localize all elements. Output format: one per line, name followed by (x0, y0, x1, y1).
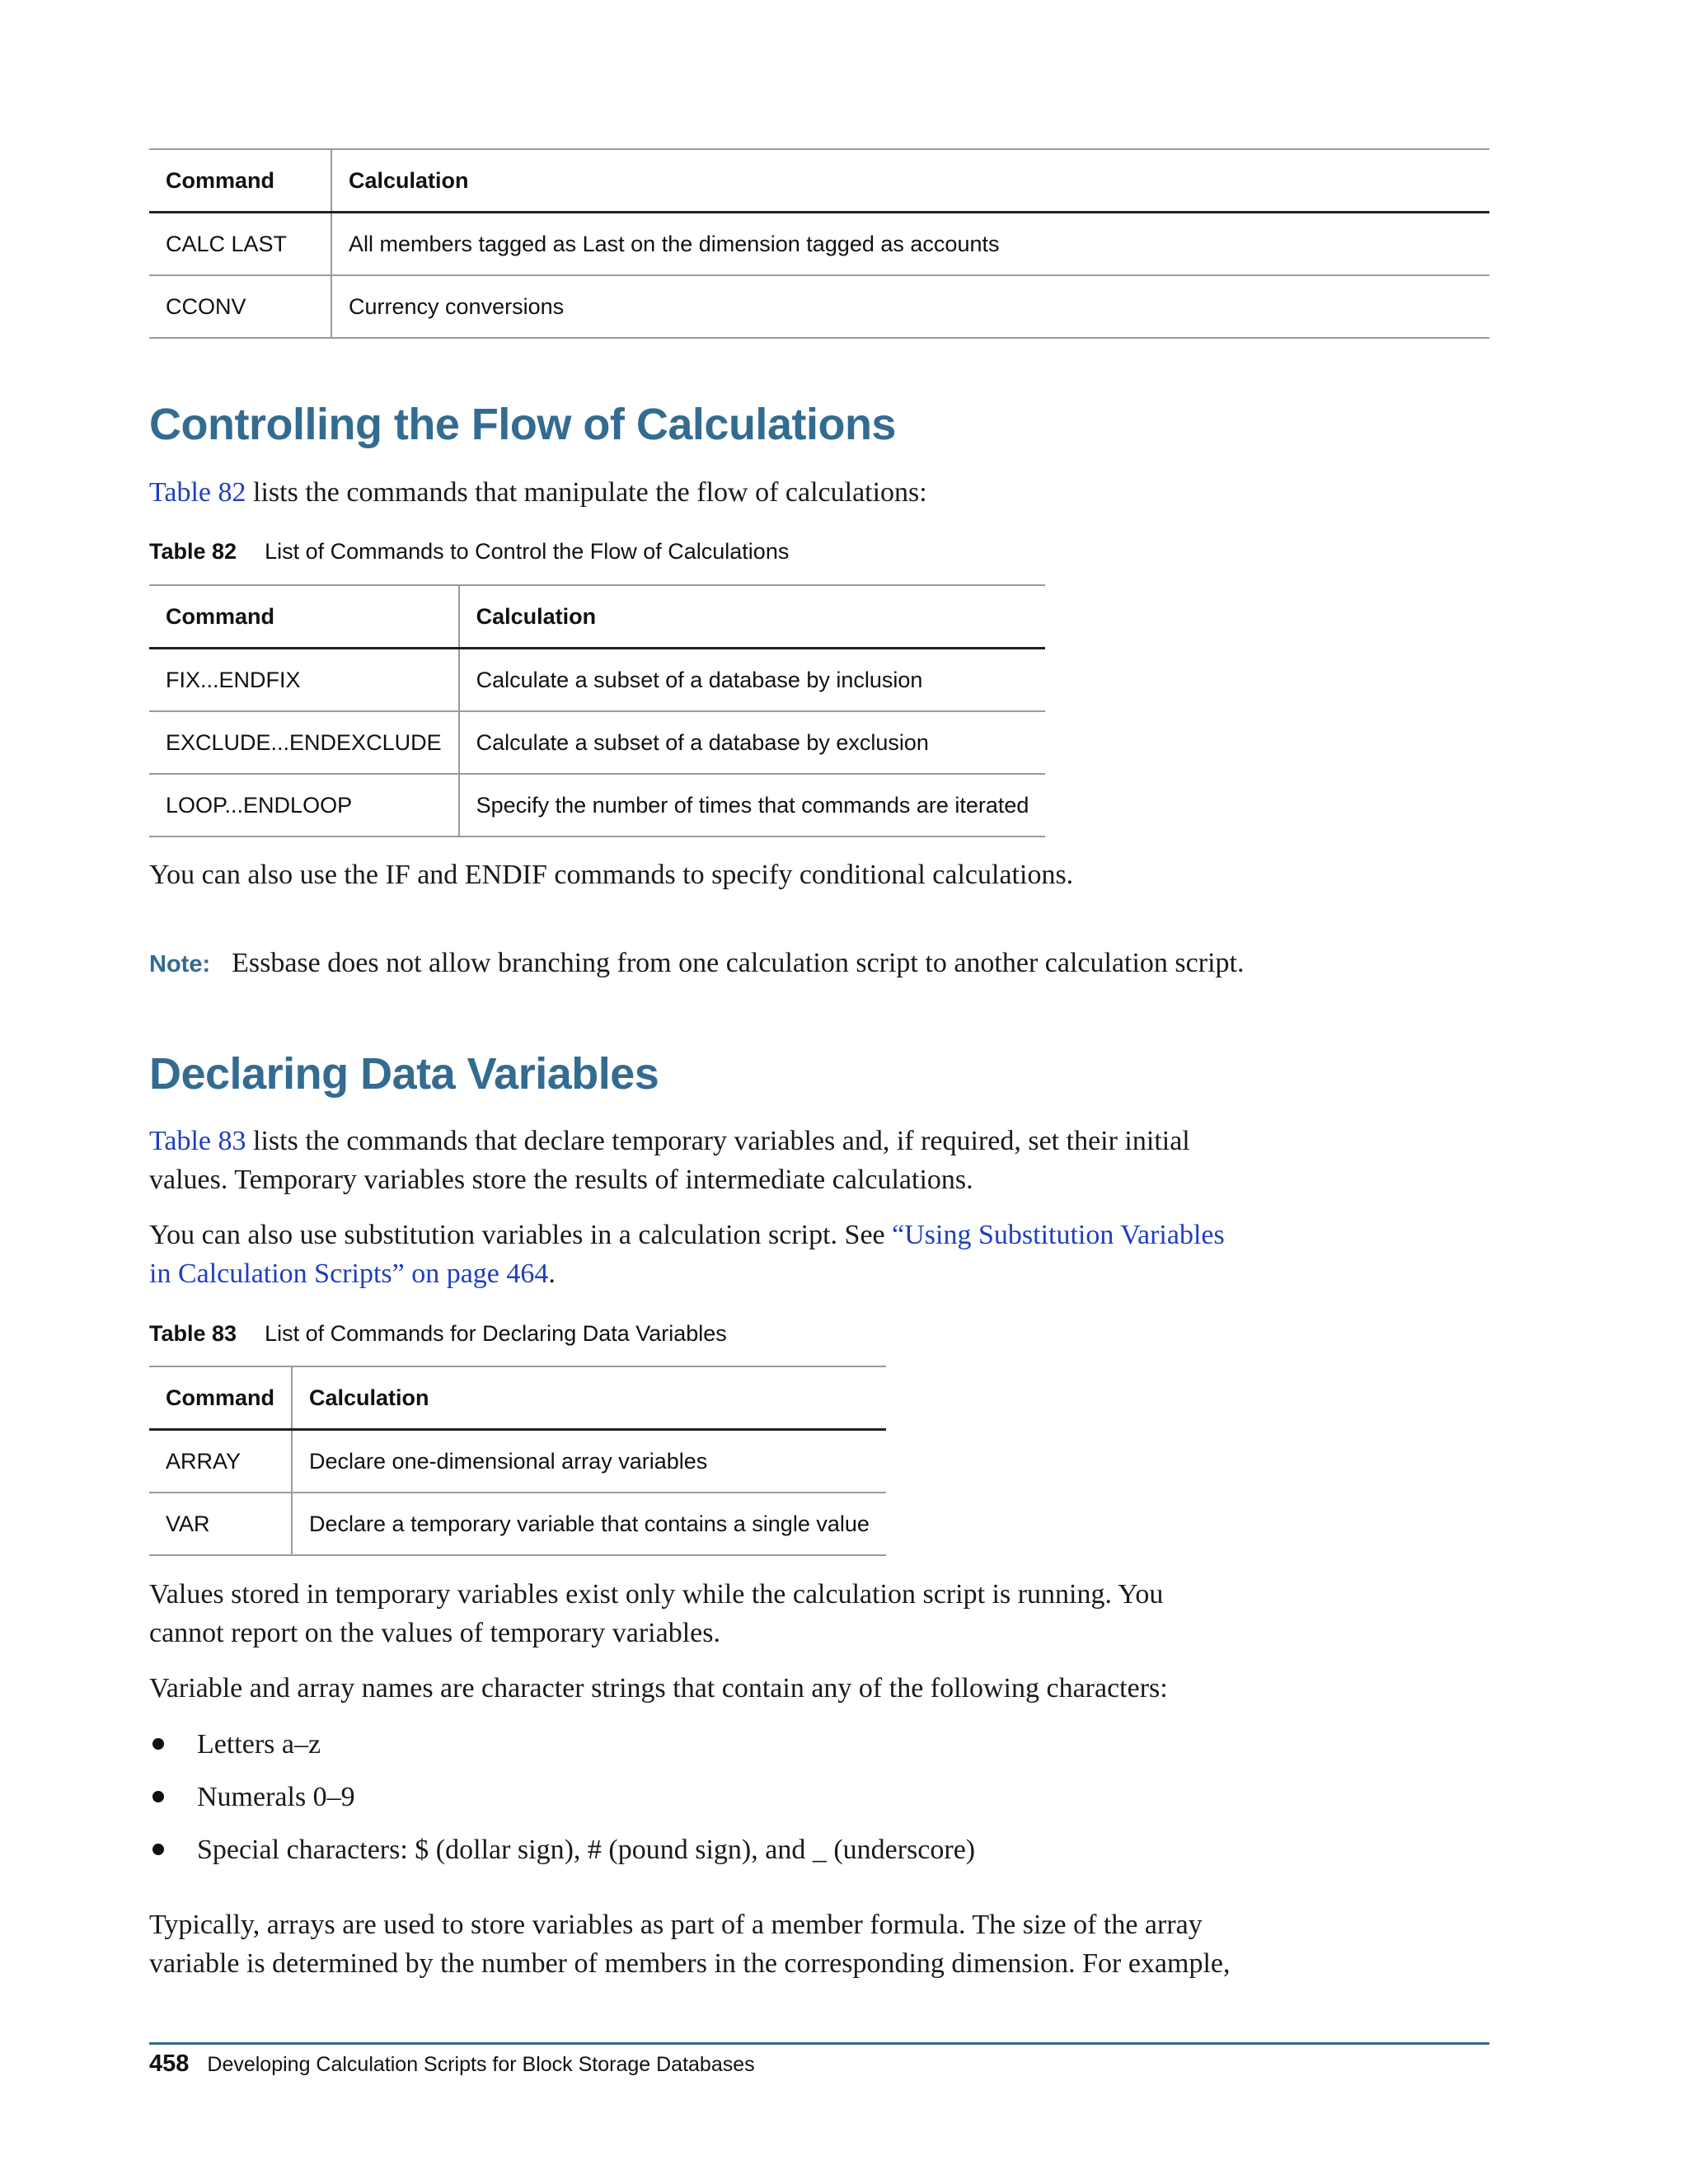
list-item-text: Numerals 0–9 (197, 1781, 355, 1812)
temporary-values-paragraph (149, 1575, 1163, 1652)
caption-title: List of Commands to Control the Flow of Calculations (265, 539, 790, 564)
vars-intro-paragraph (149, 1122, 1190, 1199)
footer-rule (149, 2042, 1489, 2045)
table-header-row (149, 149, 1489, 213)
list-item (149, 1718, 975, 1770)
cell-command: LOOP...ENDLOOP (149, 774, 459, 837)
column-header-calculation: Calculation (331, 149, 1489, 213)
table-header-row (149, 585, 1045, 649)
table-82-flow-commands (149, 584, 1045, 837)
arrays-line1: Typically, arrays are used to store variables as part of a member formula. The size of the array (149, 1910, 1203, 1940)
cell-calculation: All members tagged as Last on the dimension tagged as accounts (331, 213, 1489, 276)
arrays-paragraph (149, 1905, 1231, 1983)
list-item (149, 1823, 975, 1876)
column-header-command: Command (149, 585, 459, 649)
table-row (149, 1493, 886, 1555)
column-header-command: Command (149, 1366, 292, 1430)
cell-calculation: Specify the number of times that commands are iterated (459, 774, 1046, 837)
cell-calculation: Currency conversions (331, 275, 1489, 338)
temporary-values-line2: cannot report on the values of temporary variables. (149, 1618, 720, 1648)
names-paragraph: Variable and array names are character strings that contain any of the following characters: (149, 1673, 1168, 1704)
table-row (149, 1430, 886, 1493)
note-text: Essbase does not allow branching from one calculation script to another calculation script. (232, 948, 1245, 978)
list-item-text: Letters a–z (197, 1728, 321, 1760)
cell-command: VAR (149, 1493, 292, 1555)
column-header-calculation: Calculation (292, 1366, 886, 1430)
table-header-row (149, 1366, 886, 1430)
bullet-icon (152, 1791, 164, 1802)
table-83-caption (149, 1321, 727, 1347)
note-label: Note: (149, 951, 211, 977)
substitution-link-line1[interactable]: “Using Substitution Variables (892, 1220, 1225, 1250)
page-number: 458 (149, 2050, 190, 2077)
table-row (149, 213, 1489, 276)
table-83-link[interactable]: Table 83 (149, 1126, 246, 1156)
table-83-variable-commands (149, 1366, 886, 1556)
cell-calculation: Declare a temporary variable that contains a single value (292, 1493, 886, 1555)
cell-command: CALC LAST (149, 213, 331, 276)
table-row (149, 275, 1489, 338)
cell-command: ARRAY (149, 1430, 292, 1493)
list-item-text: Special characters: $ (dollar sign), # (pound sign), and _ (underscore) (197, 1834, 976, 1865)
footer-chapter-title: Developing Calculation Scripts for Block Storage Databases (207, 2053, 755, 2076)
substitution-link-line2[interactable]: in Calculation Scripts” on page 464 (149, 1258, 549, 1289)
column-header-calculation: Calculation (459, 585, 1046, 649)
cell-calculation: Calculate a subset of a database by exclusion (459, 711, 1046, 774)
table-82-link[interactable]: Table 82 (149, 477, 246, 508)
caption-title: List of Commands for Declaring Data Variables (265, 1321, 727, 1346)
table-row (149, 711, 1045, 774)
flow-intro-text: lists the commands that manipulate the flow of calculations: (246, 477, 927, 508)
bullet-icon (152, 1844, 164, 1855)
section-heading-variables: Declaring Data Variables (149, 1049, 659, 1099)
commands-table-continued (149, 148, 1489, 339)
vars-intro-line1: lists the commands that declare temporary variables and, if required, set their initial (246, 1126, 1190, 1156)
flow-intro-paragraph (149, 473, 927, 512)
arrays-line2: variable is determined by the number of members in the corresponding dimension. For example, (149, 1948, 1231, 1979)
substitution-end: . (548, 1258, 556, 1289)
note (149, 944, 1244, 984)
flow-after-paragraph: You can also use the IF and ENDIF commands to specify conditional calculations. (149, 860, 1074, 890)
cell-command: FIX...ENDFIX (149, 649, 459, 712)
column-header-command: Command (149, 149, 331, 213)
cell-command: CCONV (149, 275, 331, 338)
caption-number: Table 82 (149, 539, 237, 564)
cell-calculation: Calculate a subset of a database by inclusion (459, 649, 1046, 712)
page-footer (149, 2050, 755, 2078)
bullet-icon (152, 1738, 164, 1750)
caption-number: Table 83 (149, 1321, 237, 1346)
table-row (149, 649, 1045, 712)
substitution-paragraph (149, 1216, 1225, 1293)
section-heading-flow: Controlling the Flow of Calculations (149, 400, 896, 449)
table-row (149, 774, 1045, 837)
vars-intro-line2: values. Temporary variables store the results of intermediate calculations. (149, 1165, 973, 1195)
table-82-caption (149, 539, 789, 565)
cell-command: EXCLUDE...ENDEXCLUDE (149, 711, 459, 774)
cell-calculation: Declare one-dimensional array variables (292, 1430, 886, 1493)
substitution-text: You can also use substitution variables in a calculation script. See (149, 1220, 893, 1250)
allowed-characters-list (149, 1718, 975, 1876)
temporary-values-line1: Values stored in temporary variables exist only while the calculation script is running. You (149, 1579, 1164, 1610)
list-item (149, 1770, 975, 1823)
